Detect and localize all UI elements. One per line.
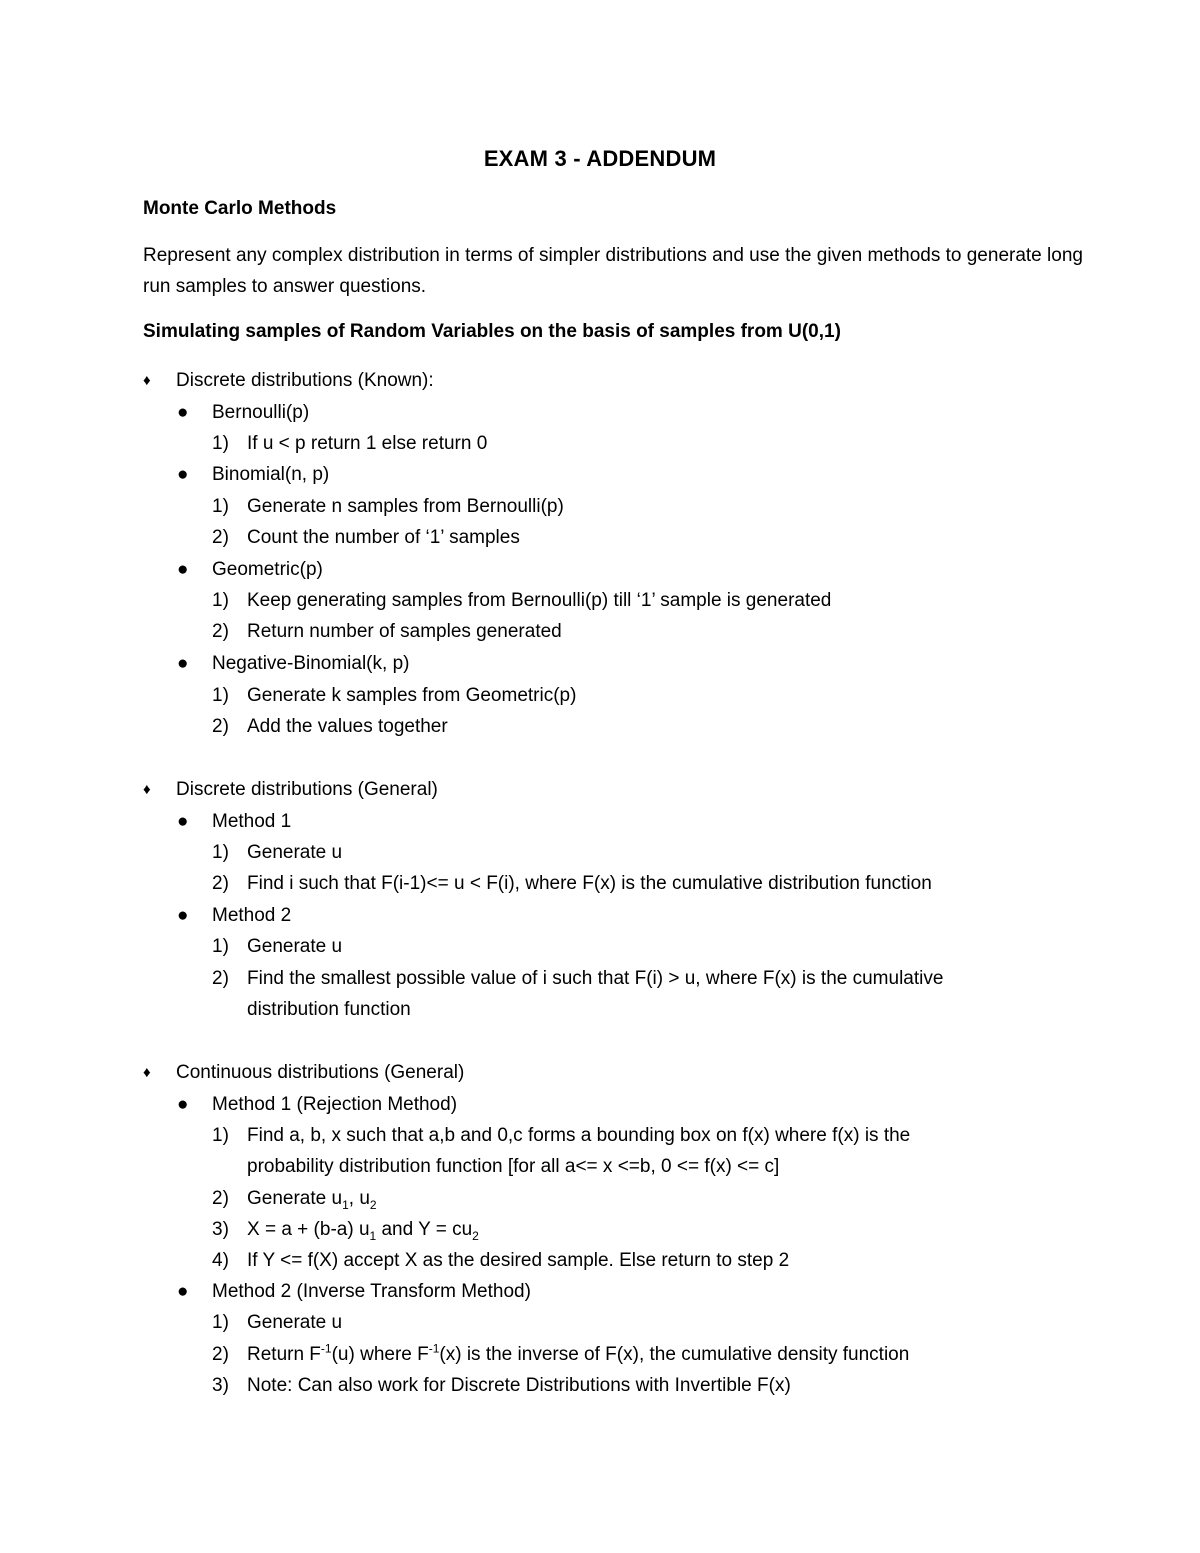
discrete-m2-step-2-cont: distribution function <box>247 999 411 1020</box>
step-number: 1) <box>212 936 229 957</box>
step-number: 1) <box>212 590 229 611</box>
subheading: Simulating samples of Random Variables on the basis of samples from U(0,1) <box>143 321 841 342</box>
discrete-method-1-label: Method 1 <box>212 811 292 832</box>
binomial-label: Binomial(n, p) <box>212 464 330 485</box>
step-number: 1) <box>212 1125 229 1146</box>
step-number: 2) <box>212 968 229 989</box>
step-number: 1) <box>212 685 229 706</box>
continuous-label: Continuous distributions (General) <box>176 1062 465 1083</box>
step-number: 1) <box>212 496 229 517</box>
geometric-step-2: Return number of samples generated <box>247 621 562 642</box>
discrete-m1-step-1: Generate u <box>247 842 343 863</box>
rejection-step-3: X = a + (b-a) $u_1$ and $Y = cu_2$ <box>247 1219 479 1243</box>
step-number: 3) <box>212 1375 229 1396</box>
bernoulli-label: Bernoulli(p) <box>212 402 310 423</box>
binomial-step-2: Count the number of ‘1’ samples <box>247 527 520 548</box>
rejection-step-4: If Y <= f(X) accept X as the desired sample. Else return to step 2 <box>247 1250 790 1271</box>
discrete-m2-step-1: Generate u <box>247 936 343 957</box>
bullet-icon: ● <box>177 559 189 580</box>
page-title: EXAM 3 - ADDENDUM <box>483 146 717 171</box>
step-number: 2) <box>212 1188 229 1209</box>
known-label: Discrete distributions (Known): <box>176 370 434 391</box>
inverse-method-label: Method 2 (Inverse Transform Method) <box>212 1281 531 1302</box>
step-number: 1) <box>212 842 229 863</box>
bullet-icon: ● <box>177 653 189 674</box>
inverse-step-2: Return $F^{-1}(u)$ where $F^{-1}(x)$ is the inverse of F(x), the cumulative density function <box>247 1341 910 1365</box>
geometric-label: Geometric(p) <box>212 559 323 580</box>
bullet-icon: ● <box>177 905 189 926</box>
step-number: 3) <box>212 1219 229 1240</box>
step-number: 1) <box>212 433 229 454</box>
discrete-method-2-label: Method 2 <box>212 905 292 926</box>
diamond-bullet-icon: ♦ <box>143 372 151 389</box>
bullet-icon: ● <box>177 464 189 485</box>
rejection-method-label: Method 1 (Rejection Method) <box>212 1094 458 1115</box>
rejection-step-1: Find a, b, x such that a,b and 0,c forms a bounding box on f(x) where f(x) is the <box>247 1125 911 1146</box>
geometric-step-1: Keep generating samples from Bernoulli(p) till ‘1’ sample is generated <box>247 590 832 611</box>
rejection-step-2: Generate $u_1$, $u_2$ <box>247 1188 377 1212</box>
step-number: 1) <box>212 1312 229 1333</box>
discrete-m2-step-2: Find the smallest possible value of i such that F(i) > u, where F(x) is the cumulative <box>247 968 944 989</box>
step-number: 2) <box>212 873 229 894</box>
rejection-step-1-cont: probability distribution function [for all a<= x <=b, 0 <= f(x) <= c] <box>247 1156 780 1177</box>
negbin-step-2: Add the values together <box>247 716 448 737</box>
bullet-icon: ● <box>177 1281 189 1302</box>
bullet-icon: ● <box>177 1094 189 1115</box>
inverse-step-3: Note: Can also work for Discrete Distributions with Invertible F(x) <box>247 1375 791 1396</box>
diamond-bullet-icon: ♦ <box>143 781 151 798</box>
bullet-icon: ● <box>177 402 189 423</box>
binomial-step-1: Generate n samples from Bernoulli(p) <box>247 496 564 517</box>
negbin-step-1: Generate k samples from Geometric(p) <box>247 685 577 706</box>
negbin-label: Negative-Binomial(k, p) <box>212 653 410 674</box>
step-number: 2) <box>212 527 229 548</box>
general-discrete-label: Discrete distributions (General) <box>176 779 438 800</box>
section-heading: Monte Carlo Methods <box>143 198 337 219</box>
diamond-bullet-icon: ♦ <box>143 1064 151 1081</box>
step-number: 2) <box>212 1344 229 1365</box>
bullet-icon: ● <box>177 811 189 832</box>
step-number: 2) <box>212 621 229 642</box>
step-number: 4) <box>212 1250 229 1271</box>
step-number: 2) <box>212 716 229 737</box>
bernoulli-step-1: If u < p return 1 else return 0 <box>247 433 488 454</box>
discrete-m1-step-2: Find i such that F(i-1)<= u < F(i), where F(x) is the cumulative distribution function <box>247 873 932 894</box>
intro-paragraph: Represent any complex distribution in terms of simpler distributions and use the given methods to generate long run samples to answer questions. <box>143 245 1083 297</box>
inverse-step-1: Generate u <box>247 1312 343 1333</box>
